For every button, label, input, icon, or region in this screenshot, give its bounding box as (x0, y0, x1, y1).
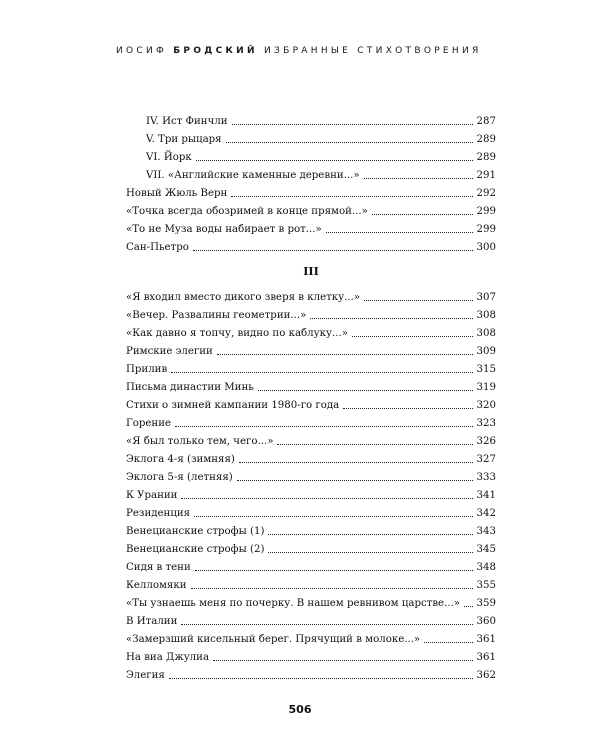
toc-entry-page: 307 (476, 291, 496, 303)
dot-leader (169, 677, 473, 679)
dot-leader (237, 479, 473, 481)
dot-leader (175, 425, 473, 427)
toc-entry (126, 610, 496, 627)
toc-entry (146, 164, 496, 181)
toc-entry-title: «Ты узнаешь меня по почерку. В нашем ревнивом царстве...» (126, 597, 461, 609)
toc-entry (126, 286, 496, 303)
dot-leader (372, 213, 473, 215)
toc-entry-title: IV. Ист Финчли (146, 115, 228, 127)
toc-entry (126, 628, 496, 645)
toc-entry-title: Эклога 4-я (зимняя) (126, 453, 235, 465)
toc-entry-title: Стихи о зимней кампании 1980-го года (126, 399, 340, 411)
toc-entry-page: 299 (476, 223, 496, 235)
toc-entry-title: VII. «Английские каменные деревни...» (146, 169, 360, 181)
toc-entry (126, 376, 496, 393)
toc-entry-page: 308 (476, 309, 496, 321)
toc-entry (126, 466, 496, 483)
toc-entry-title: Сидя в тени (126, 561, 191, 573)
dot-leader (326, 231, 473, 233)
toc-entry-page: 315 (476, 363, 496, 375)
toc-entry-page: 308 (476, 327, 496, 339)
toc-entry (126, 412, 496, 429)
toc-entry (126, 322, 496, 339)
dot-leader (424, 641, 472, 643)
toc-entry-title: Венецианские строфы (1) (126, 525, 265, 537)
toc-entry (126, 664, 496, 681)
toc-entry (126, 358, 496, 375)
toc-entry-title: На виа Джулиа (126, 651, 210, 663)
toc-entry-page: 342 (476, 507, 496, 519)
toc-entry-page: 341 (476, 489, 496, 501)
toc-entry (126, 430, 496, 447)
page-number: 506 (288, 703, 312, 716)
toc-entry-title: Элегия (126, 669, 165, 681)
toc-entry-page: 287 (476, 115, 496, 127)
dot-leader (181, 497, 472, 499)
toc-entry-title: «То не Муза воды набирает в рот...» (126, 223, 322, 235)
toc-entry-title: Новый Жюль Верн (126, 187, 228, 199)
dot-leader (181, 623, 472, 625)
dot-leader (277, 443, 472, 445)
toc-entry-title: VI. Йорк (146, 151, 192, 163)
toc-entry-page: 333 (476, 471, 496, 483)
dot-leader (193, 249, 473, 251)
toc-entry (126, 646, 496, 663)
toc-entry-page: 326 (476, 435, 496, 447)
dot-leader (364, 299, 472, 301)
toc-entry-title: В Италии (126, 615, 178, 627)
toc-entry (126, 574, 496, 591)
toc-entry-title: Письма династии Минь (126, 381, 254, 393)
toc-entry-page: 362 (476, 669, 496, 681)
dot-leader (171, 371, 472, 373)
header-author-first: ИОСИФ (116, 46, 168, 56)
toc-entry-page: 360 (476, 615, 496, 627)
toc-entry-title: Прилив (126, 363, 168, 375)
toc-entry-title: «Точка всегда обозримей в конце прямой...» (126, 205, 368, 217)
toc-entry (126, 448, 496, 465)
dot-leader (343, 407, 472, 409)
dot-leader (268, 533, 472, 535)
toc-entry (126, 182, 496, 199)
toc-entry-page: 299 (476, 205, 496, 217)
header-author-last: БРОДСКИЙ (173, 46, 258, 56)
toc-entry-title: «Я был только тем, чего...» (126, 435, 274, 447)
toc-entry-title: Сан-Пьетро (126, 241, 189, 253)
toc-entry-page: 343 (476, 525, 496, 537)
dot-leader (352, 335, 473, 337)
toc-entry-page: 289 (476, 151, 496, 163)
toc-entry-page: 355 (476, 579, 496, 591)
toc-entry-page: 361 (476, 651, 496, 663)
toc-entry-page: 309 (476, 345, 496, 357)
toc-entry (126, 304, 496, 321)
toc-entry-page: 361 (476, 633, 496, 645)
toc-entry-page: 300 (476, 241, 496, 253)
section-heading: III (303, 265, 319, 278)
dot-leader (217, 353, 473, 355)
toc-entry (126, 200, 496, 217)
dot-leader (464, 605, 473, 607)
toc-entry-title: V. Три рыцаря (146, 133, 222, 145)
toc-entry (126, 502, 496, 519)
toc-entry (126, 520, 496, 537)
toc-entry-title: Келломяки (126, 579, 187, 591)
toc-entry-title: Эклога 5-я (летняя) (126, 471, 233, 483)
toc-entry (126, 236, 496, 253)
dot-leader (226, 141, 473, 143)
toc-entry-page: 348 (476, 561, 496, 573)
toc-entry-page: 359 (476, 597, 496, 609)
toc-entry-page: 319 (476, 381, 496, 393)
toc-entry-title: Резиденция (126, 507, 191, 519)
toc-entry (146, 110, 496, 127)
toc-entry (126, 340, 496, 357)
toc-entry (126, 556, 496, 573)
header-book-title: ИЗБРАННЫЕ СТИХОТВОРЕНИЯ (264, 46, 482, 56)
dot-leader (268, 551, 472, 553)
toc-entry (146, 128, 496, 145)
toc-entry-page: 327 (476, 453, 496, 465)
toc-entry (126, 218, 496, 235)
toc-entry-page: 291 (476, 169, 496, 181)
dot-leader (232, 123, 473, 125)
dot-leader (364, 177, 473, 179)
toc-entry-page: 323 (476, 417, 496, 429)
toc-entry-title: Римские элегии (126, 345, 213, 357)
toc-entry (126, 538, 496, 555)
toc-entry (126, 592, 496, 609)
toc-entry-title: «Замерзший кисельный берег. Прячущий в молоке...» (126, 633, 421, 645)
toc-entry-title: К Урании (126, 489, 178, 501)
dot-leader (213, 659, 473, 661)
dot-leader (196, 159, 473, 161)
toc-entry-title: Горение (126, 417, 172, 429)
dot-leader (231, 195, 472, 197)
running-header (116, 46, 516, 56)
toc-entry-page: 292 (476, 187, 496, 199)
toc-entry (146, 146, 496, 163)
dot-leader (310, 317, 472, 319)
toc-entry-title: «Как давно я топчу, видно по каблуку...» (126, 327, 348, 339)
dot-leader (195, 569, 473, 571)
dot-leader (239, 461, 473, 463)
dot-leader (191, 587, 473, 589)
toc-entry (126, 484, 496, 501)
toc-entry-title: «Я входил вместо дикого зверя в клетку...» (126, 291, 361, 303)
dot-leader (194, 515, 472, 517)
toc-entry (126, 394, 496, 411)
dot-leader (258, 389, 473, 391)
toc-entry-page: 345 (476, 543, 496, 555)
toc-entry-title: «Вечер. Развалины геометрии...» (126, 309, 307, 321)
toc-entry-page: 320 (476, 399, 496, 411)
toc-entry-title: Венецианские строфы (2) (126, 543, 265, 555)
toc-entry-page: 289 (476, 133, 496, 145)
